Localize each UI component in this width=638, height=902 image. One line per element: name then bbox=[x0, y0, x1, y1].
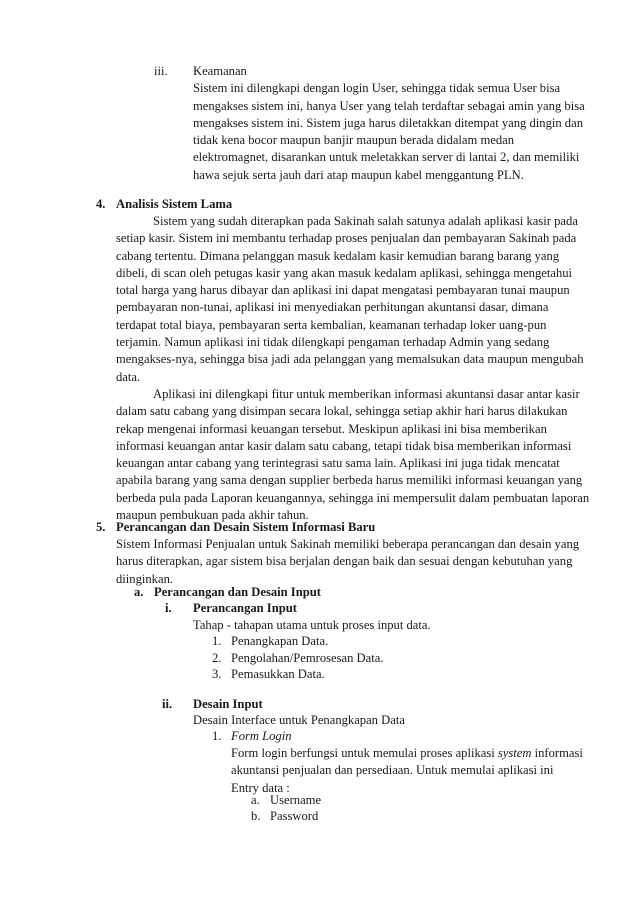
text-line: Sistem ini dilengkapi dengan login User, sehingga tidak semua User bisa bbox=[193, 81, 561, 96]
entry-username: Username bbox=[270, 793, 322, 807]
text-line: dalam satu cabang yang disimpan secara lokal, sehingga setiap akhir hari harus dilakukan bbox=[116, 404, 568, 419]
text-line: tidak kena bocor maupun banjir maupun berada didalam medan bbox=[193, 133, 515, 148]
form-login-desc bbox=[231, 745, 626, 797]
text-line: elektromagnet, disarankan untuk meletakkan server di lantai 2, dan memiliki bbox=[193, 150, 580, 165]
perancangan-input-title: Perancangan Input bbox=[193, 601, 297, 615]
text-line: pembayaran non-tunai, aplikasi ini menyediakan perhitungan akuntansi dasar, dimana bbox=[116, 300, 549, 315]
section-title-analisis: Analisis Sistem Lama bbox=[116, 197, 233, 211]
roman-number-i: i. bbox=[165, 601, 172, 615]
section-number-5: 5. bbox=[96, 520, 106, 534]
text-line: mengakses-nya, sehingga bisa jadi ada pelanggan yang memalsukan data maupun mengubah bbox=[116, 352, 584, 367]
subsection-letter-a: a. bbox=[134, 585, 144, 599]
text-line: Sistem Informasi Penjualan untuk Sakinah memiliki beberapa perancangan dan desain yang bbox=[116, 537, 580, 551]
text-line: mengakses sistem ini, hanya User yang telah terdaftar sebagai amin yang bisa bbox=[193, 98, 585, 113]
text-line: total harga yang harus dibayar dan aplikasi ini dapat mengatasi pembayaran tunai maupun bbox=[116, 283, 570, 298]
text-line: berbeda pula pada Laporan keuangannya, sehingga ini mempersulit dalam pembuatan laporan bbox=[116, 490, 590, 505]
text-line: rekap mengenai informasi keuangan tersebut. Meskipun aplikasi ini bisa memberikan bbox=[116, 421, 547, 436]
text-line: data. bbox=[116, 369, 141, 384]
text-line: informasi keuangan antar kasir dalam satu cabang, tetapi tidak bisa memberikan informasi bbox=[116, 438, 572, 453]
text-line: cabang tertentu. Dimana pelanggan masuk kedalam kasir kemudian barang barang yang bbox=[116, 248, 560, 263]
text-line: keuangan antar cabang yang terintegrasi satu sama lain. Aplikasi ini juga tidak mencatat bbox=[116, 456, 560, 471]
analisis-body bbox=[116, 213, 626, 524]
list-number: 3. bbox=[212, 667, 222, 681]
section-keamanan bbox=[193, 63, 623, 184]
list-number: 1. bbox=[212, 729, 222, 743]
text-line: diinginkan. bbox=[116, 571, 174, 586]
text-line bbox=[231, 745, 626, 762]
perancangan-intro bbox=[116, 536, 626, 588]
subsection-title-a: Perancangan dan Desain Input bbox=[154, 585, 321, 599]
desain-input-title: Desain Input bbox=[193, 697, 263, 711]
text-line: setiap kasir. Sistem ini membantu terhadap proses penjualan dan pembayaran Sakinah pada bbox=[116, 231, 577, 246]
text-line: terjamin. Namun aplikasi ini tidak dilengkapi pengaman terhadap Admin yang sedang bbox=[116, 335, 550, 350]
text-line: Aplikasi ini dilengkapi fitur untuk memberikan informasi akuntansi dasar antar kasir bbox=[153, 386, 580, 401]
perancangan-input-desc: Tahap - tahapan utama untuk proses input data. bbox=[193, 618, 431, 632]
text-run-italic: system bbox=[497, 746, 532, 760]
list-item: Penangkapan Data. bbox=[231, 634, 329, 648]
section-title: Keamanan bbox=[193, 64, 247, 78]
text-line: maupun pembukuan pada akhir tahun. bbox=[116, 508, 309, 523]
form-login-title: Form Login bbox=[231, 729, 292, 743]
list-item: Pemasukkan Data. bbox=[231, 667, 325, 681]
text-line: hawa sejuk serta jauh dari atap maupun kabel menggantung PLN. bbox=[193, 167, 524, 182]
text-line: dibeli, di scan oleh petugas kasir yang akan masuk kedalam aplikasi, sehingga mengetahui bbox=[116, 265, 573, 280]
section-number-4: 4. bbox=[96, 197, 106, 211]
roman-number-ii: ii. bbox=[162, 697, 173, 711]
section-title-perancangan: Perancangan dan Desain Sistem Informasi Baru bbox=[116, 520, 376, 534]
list-letter: a. bbox=[251, 793, 260, 807]
list-item: Pengolahan/Pemrosesan Data. bbox=[231, 651, 384, 665]
text-line: mengakses sistem ini. Sistem juga harus diletakkan ditempat yang dingin dan bbox=[193, 115, 583, 130]
entry-password: Password bbox=[270, 809, 319, 823]
text-line: harus diterapkan, agar sistem bisa berjalan dengan baik dan sesuai dengan kebutuhan yang bbox=[116, 554, 573, 569]
text-line: terdapat total biaya, pembayaran serta kembalian, keamanan terhadap loker uang-pun bbox=[116, 317, 547, 332]
list-number: 2. bbox=[212, 651, 222, 665]
roman-number-iii: iii. bbox=[154, 64, 168, 78]
desain-input-desc: Desain Interface untuk Penangkapan Data bbox=[193, 713, 405, 727]
text-line: Entry data : bbox=[231, 780, 290, 795]
text-run: informasi bbox=[531, 746, 583, 760]
text-line: apabila barang yang sama dengan supplier berbeda harus memiliki informasi keuangan yang bbox=[116, 473, 583, 488]
text-run: Form login berfungsi untuk memulai proses aplikasi bbox=[231, 746, 498, 760]
list-letter: b. bbox=[251, 809, 261, 823]
text-line: Sistem yang sudah diterapkan pada Sakinah salah satunya adalah aplikasi kasir pada bbox=[153, 214, 578, 228]
text-line: akuntansi penjualan dan persediaan. Untuk memulai aplikasi ini bbox=[231, 763, 554, 778]
list-number: 1. bbox=[212, 634, 222, 648]
